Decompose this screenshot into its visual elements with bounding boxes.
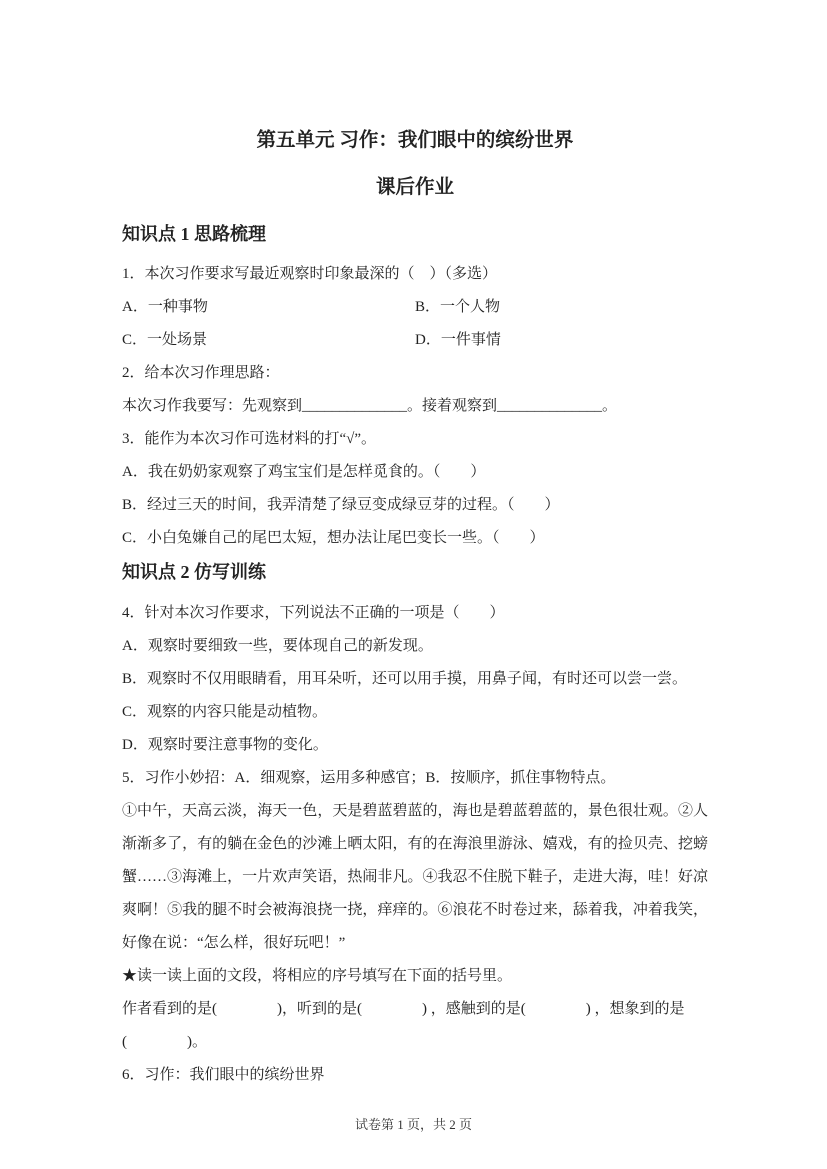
question-2-fill-line: 本次习作我要写：先观察到______________。接着观察到______________。 xyxy=(122,398,618,414)
question-4-option-b: B．观察时不仅用眼睛看，用耳朵听，还可以用手摸，用鼻子闻，有时还可以尝一尝。 xyxy=(122,671,688,687)
question-6-stem: 6．习作：我们眼中的缤纷世界 xyxy=(122,1067,325,1083)
question-1-stem: 1．本次习作要求写最近观察时印象最深的（ ）（多选） xyxy=(122,266,498,282)
page-content xyxy=(122,0,708,1092)
doc-title: 第五单元 习作：我们眼中的缤纷世界 xyxy=(256,130,574,151)
question-1-option-d: D．一件事情 xyxy=(415,332,501,348)
question-5-stem: 5．习作小妙招：A．细观察，运用多种感官；B．按顺序，抓住事物特点。 xyxy=(122,770,616,786)
question-5-passage: ①中午，天高云淡，海天一色，天是碧蓝碧蓝的，海也是碧蓝碧蓝的，景色很壮观。②人渐渐多了，有的躺在金色的沙滩上晒太阳，有的在海浪里游泳、嬉戏，有的捡贝壳、挖螃蟹……③海滩上，一片欢声笑语，热闹非凡。④我忍不住脱下鞋子，走进大海，哇！好凉爽啊！⑤我的腿不时会被海浪挠一挠，痒痒的。⑥浪花不时卷过来，舔着我，冲着我笑，好像在说：“怎么样，很好玩吧！” xyxy=(122,803,708,951)
question-4-option-d: D．观察时要注意事物的变化。 xyxy=(122,737,328,753)
question-1-option-b: B．一个人物 xyxy=(415,299,501,315)
question-4-stem: 4．针对本次习作要求，下列说法不正确的一项是（ ） xyxy=(122,605,505,621)
question-5-answer-line-2: ( )。 xyxy=(122,1034,207,1050)
question-3-item-b: B．经过三天的时间，我弄清楚了绿豆变成绿豆芽的过程。（ ） xyxy=(122,497,560,513)
doc-subtitle: 课后作业 xyxy=(375,177,454,198)
question-4-option-a: A．观察时要细致一些，要体现自己的新发现。 xyxy=(122,638,433,654)
section-2-body xyxy=(122,597,708,1092)
question-4-option-c: C．观察的内容只能是动植物。 xyxy=(122,704,328,720)
question-2-stem: 2．给本次习作理思路： xyxy=(122,365,280,381)
section-heading-1: 知识点 1 思路梳理 xyxy=(122,224,266,244)
question-1-option-a: A．一种事物 xyxy=(122,299,208,315)
question-5-answer-line-1: 作者看到的是( )，听到的是( ) ，感触到的是( ) ，想象到的是 xyxy=(122,1001,685,1017)
question-3-item-c: C．小白兔嫌自己的尾巴太短，想办法让尾巴变长一些。（ ） xyxy=(122,530,545,546)
question-3-item-a: A．我在奶奶家观察了鸡宝宝们是怎样觅食的。（ ） xyxy=(122,464,486,480)
question-1-option-c: C．一处场景 xyxy=(122,332,208,348)
page-footer: 试卷第 1 页，共 2 页 xyxy=(354,1117,472,1132)
question-3-stem: 3．能作为本次习作可选材料的打“√”。 xyxy=(122,431,377,447)
question-1-options xyxy=(122,291,708,357)
question-5-star-prompt: ★读一读上面的文段，将相应的序号填写在下面的括号里。 xyxy=(122,968,513,984)
section-1-body xyxy=(122,258,708,555)
section-heading-2: 知识点 2 仿写训练 xyxy=(122,562,266,582)
